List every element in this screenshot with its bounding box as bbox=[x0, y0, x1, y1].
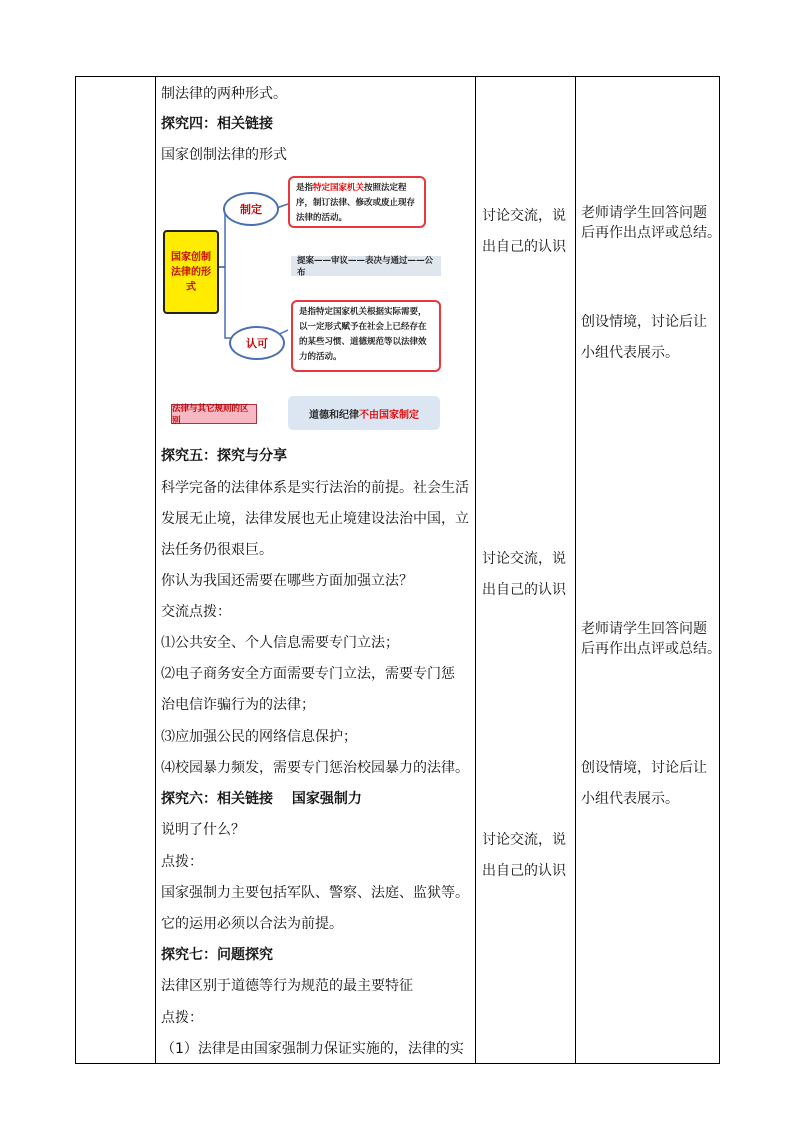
column-divider bbox=[155, 77, 156, 1063]
difference-label: 法律与其它规则的区别 bbox=[171, 404, 257, 424]
content-line: 说明了什么？ bbox=[161, 822, 245, 838]
section-heading: 探究四：相关链接 bbox=[161, 116, 273, 132]
section-heading: 探究六：相关链接 国家强制力 bbox=[161, 791, 362, 807]
design-intent-line: 后再作出点评或总结。 bbox=[581, 641, 721, 657]
difference-note bbox=[288, 396, 440, 430]
zhiding-desc-text: 按照法定程序，制订法律、修改或废止现存法律的活动。 bbox=[296, 183, 416, 223]
column-divider bbox=[475, 77, 476, 1063]
content-line: ⑵电子商务安全方面需要专门立法，需要专门惩 bbox=[161, 666, 455, 682]
content-line: 制法律的两种形式。 bbox=[161, 86, 287, 102]
content-line: 国家强制力主要包括军队、警察、法庭、监狱等。 bbox=[161, 885, 469, 901]
design-intent-line: 创设情境，讨论后让 bbox=[581, 314, 707, 330]
column-divider bbox=[575, 77, 576, 1063]
content-line: ⑷校园暴力频发，需要专门惩治校园暴力的法律。 bbox=[161, 760, 469, 776]
design-intent-line: 老师请学生回答问题 bbox=[581, 621, 707, 637]
section-heading: 探究五：探究与分享 bbox=[161, 448, 287, 464]
content-line: 治电信诈骗行为的法律； bbox=[161, 697, 315, 713]
student-activity-line: 出自己的认识 bbox=[482, 863, 566, 879]
content-line: 它的运用必须以合法为前提。 bbox=[161, 916, 343, 932]
student-activity-line: 讨论交流，说 bbox=[482, 551, 566, 567]
content-line: 点拨： bbox=[161, 854, 203, 870]
content-line: 法任务仍很艰巨。 bbox=[161, 542, 273, 558]
content-line: 点拨： bbox=[161, 1010, 203, 1026]
design-intent-line: 老师请学生回答问题 bbox=[581, 205, 707, 221]
process-bar: 提案——审议——表决与通过——公布 bbox=[291, 256, 441, 276]
student-activity-line: 出自己的认识 bbox=[482, 239, 566, 255]
renke-description: 是指特定国家机关根据实际需要，以一定形式赋予在社会上已经存在的某些习惯、道德规范等以法律效力的活动。 bbox=[291, 300, 441, 372]
zhiding-description bbox=[288, 176, 426, 228]
content-line: 科学完备的法律体系是实行法治的前提。社会生活 bbox=[161, 480, 469, 496]
student-activity-line: 讨论交流，说 bbox=[482, 208, 566, 224]
zhiding-desc-highlight: 特定国家机关 bbox=[313, 183, 365, 193]
design-intent-line: 创设情境，讨论后让 bbox=[581, 760, 707, 776]
content-line: 国家创制法律的形式 bbox=[161, 147, 287, 163]
section-heading: 探究七：问题探究 bbox=[161, 947, 273, 963]
content-line: 你认为我国还需要在哪些方面加强立法？ bbox=[161, 573, 413, 589]
content-line: 交流点拨： bbox=[161, 604, 231, 620]
content-line: 发展无止境，法律发展也无止境建设法治中国，立 bbox=[161, 511, 469, 527]
content-line: （1）法律是由国家强制力保证实施的，法律的实 bbox=[161, 1041, 464, 1057]
content-line: ⑴公共安全、个人信息需要专门立法； bbox=[161, 635, 399, 651]
zhiding-ellipse: 制定 bbox=[223, 192, 279, 226]
content-line: 法律区别于道德等行为规范的最主要特征 bbox=[161, 978, 413, 994]
design-intent-line: 小组代表展示。 bbox=[581, 791, 679, 807]
design-intent-line: 小组代表展示。 bbox=[581, 345, 679, 361]
center-box: 国家创制法律的形式 bbox=[163, 230, 219, 314]
difference-text: 道德和纪律 bbox=[309, 409, 359, 421]
law-creation-diagram bbox=[163, 172, 443, 434]
student-activity-line: 出自己的认识 bbox=[482, 582, 566, 598]
design-intent-line: 后再作出点评或总结。 bbox=[581, 225, 721, 241]
difference-highlight: 不由国家制定 bbox=[359, 409, 419, 421]
student-activity-line: 讨论交流，说 bbox=[482, 832, 566, 848]
zhiding-desc-text: 是指 bbox=[296, 183, 314, 193]
content-line: ⑶应加强公民的网络信息保护； bbox=[161, 729, 357, 745]
renke-ellipse: 认可 bbox=[229, 326, 285, 360]
